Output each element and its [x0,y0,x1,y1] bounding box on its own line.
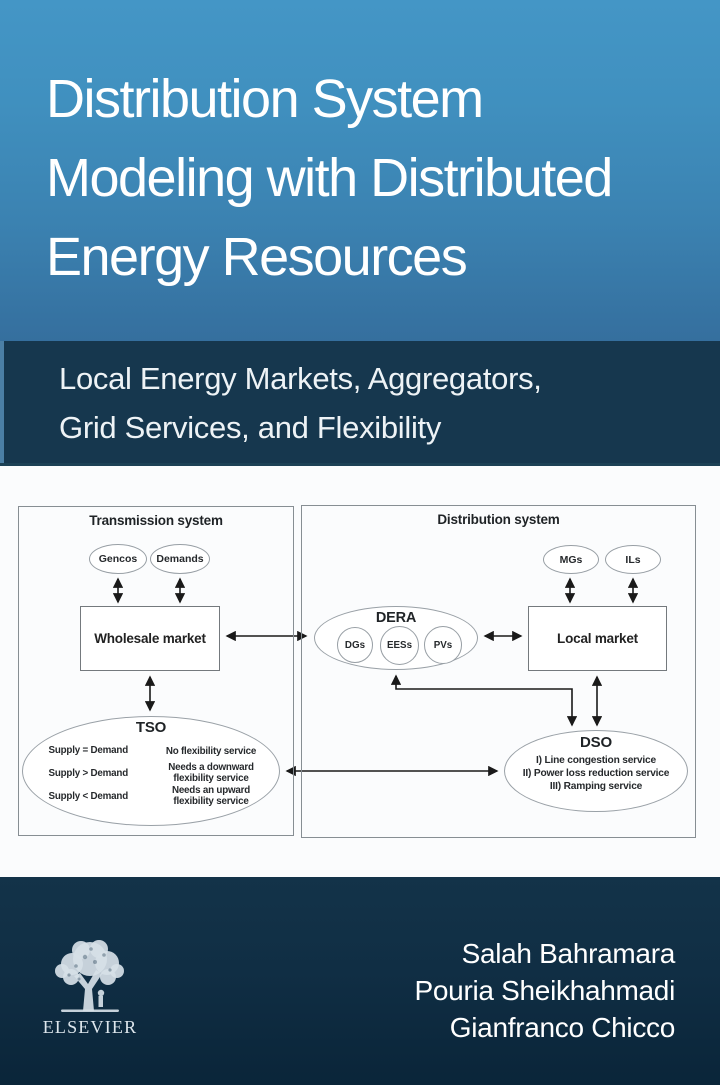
system-diagram [0,463,720,877]
dso-services [504,754,688,793]
mgs-node: MGs [543,545,599,574]
dso-service-3: III) Ramping service [549,781,643,792]
gencos-node: Gencos [89,544,147,574]
subtitle-line-2: Grid Services, and Flexibility [59,410,442,445]
bottom-section [0,877,720,1085]
elsevier-tree-icon [49,937,131,1015]
dgs-node: DGs [337,627,373,663]
distribution-system-title: Distribution system [437,512,560,527]
author-2: Pouria Sheikhahmadi [414,975,675,1006]
subtitle-line-1: Local Energy Markets, Aggregators, [59,361,542,396]
publisher-block [40,937,140,1038]
pvs-node: PVs [424,626,462,664]
dso-service-2: II) Power loss reduction service [522,768,670,779]
title-section [0,0,720,341]
author-1: Salah Bahramara [461,938,675,969]
dso-title: DSO [580,734,612,751]
tso-condition-3: Supply < Demand [48,791,128,802]
tso-result-2: Needs a downward flexibility service [168,762,254,784]
authors-block [415,935,675,1046]
tso-condition-2: Supply > Demand [48,768,128,779]
title-line-1: Distribution System [46,69,483,129]
ils-node: ILs [605,545,661,574]
book-title [46,60,612,297]
eess-node: EESs [380,626,419,665]
book-subtitle [59,354,542,452]
title-line-3: Energy Resources [46,227,467,287]
tso-result-1: No flexibility service [165,746,257,757]
local-market-node: Local market [528,606,667,671]
publisher-name: ELSEVIER [42,1017,138,1037]
tso-condition-1: Supply = Demand [48,745,128,756]
title-line-2: Modeling with Distributed [46,148,612,208]
subtitle-band [4,341,720,463]
tso-result-3: Needs an upward flexibility service [171,785,251,807]
tso-title: TSO [135,719,167,736]
transmission-system-title: Transmission system [89,513,223,528]
dera-title: DERA [375,610,417,626]
wholesale-market-node: Wholesale market [80,606,220,671]
demands-node: Demands [150,544,210,574]
dso-service-1: I) Line congestion service [536,755,656,766]
author-3: Gianfranco Chicco [449,1012,675,1043]
